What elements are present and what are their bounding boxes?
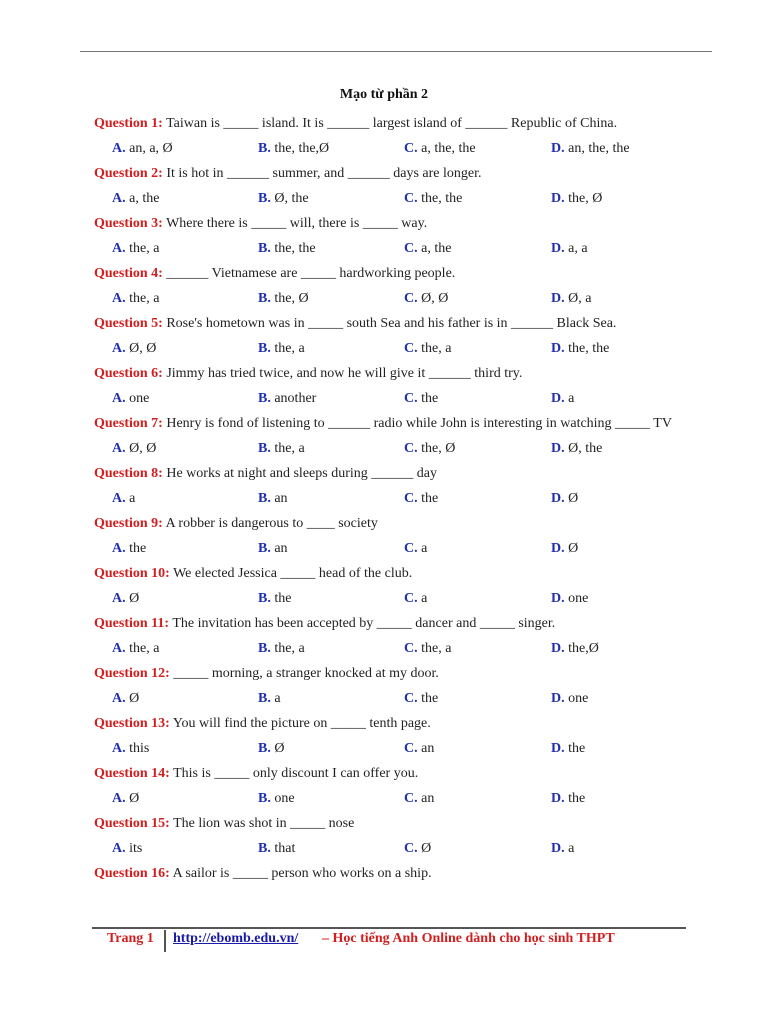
option-letter: A. xyxy=(112,191,126,206)
question-2 xyxy=(94,161,694,211)
option-letter: D. xyxy=(551,791,565,806)
question-line xyxy=(94,161,694,186)
option-letter: D. xyxy=(551,641,565,656)
answer-options xyxy=(94,186,694,211)
option-text: the, Ø xyxy=(274,291,309,306)
option-letter: D. xyxy=(551,741,565,756)
question-5 xyxy=(94,311,694,361)
question-label: Question 5: xyxy=(94,316,163,331)
option-text: the, the,Ø xyxy=(274,141,330,156)
question-label: Question 7: xyxy=(94,416,163,431)
option-text: an xyxy=(274,491,288,506)
option-b[interactable] xyxy=(258,736,284,761)
question-line xyxy=(94,711,694,736)
option-letter: B. xyxy=(258,841,271,856)
option-letter: A. xyxy=(112,241,126,256)
option-c[interactable] xyxy=(404,636,451,661)
option-text: the xyxy=(421,691,439,706)
option-d[interactable] xyxy=(551,536,578,561)
option-b[interactable] xyxy=(258,286,309,311)
question-line xyxy=(94,311,694,336)
question-11 xyxy=(94,611,694,661)
option-d[interactable] xyxy=(551,686,588,711)
option-letter: A. xyxy=(112,741,126,756)
option-letter: D. xyxy=(551,441,565,456)
question-4 xyxy=(94,261,694,311)
question-line xyxy=(94,611,694,636)
question-14 xyxy=(94,761,694,811)
question-line xyxy=(94,561,694,586)
option-letter: B. xyxy=(258,191,271,206)
option-letter: C. xyxy=(404,791,418,806)
option-d[interactable] xyxy=(551,386,574,411)
option-text: another xyxy=(274,391,317,406)
option-b[interactable] xyxy=(258,786,295,811)
question-line xyxy=(94,261,694,286)
option-text: a, the xyxy=(129,191,160,206)
option-text: the, Ø xyxy=(568,191,603,206)
option-a[interactable] xyxy=(112,286,159,311)
option-text: one xyxy=(129,391,150,406)
option-a[interactable] xyxy=(112,686,139,711)
question-13 xyxy=(94,711,694,761)
option-text: the, the xyxy=(421,191,463,206)
option-d[interactable] xyxy=(551,486,578,511)
question-text: This is _____ only discount I can offer you. xyxy=(173,766,419,781)
footer-separator xyxy=(164,930,166,952)
option-text: the, Ø xyxy=(421,441,456,456)
option-letter: A. xyxy=(112,641,126,656)
option-text: the, a xyxy=(274,641,305,656)
option-c[interactable] xyxy=(404,836,431,861)
answer-options xyxy=(94,286,694,311)
option-letter: B. xyxy=(258,541,271,556)
question-text: You will find the picture on _____ tenth page. xyxy=(172,716,431,731)
answer-options xyxy=(94,536,694,561)
option-a[interactable] xyxy=(112,236,159,261)
option-text: the, a xyxy=(129,641,160,656)
website-link[interactable]: http://ebomb.edu.vn/ xyxy=(173,931,299,946)
question-text: Where there is _____ will, there is _____ way. xyxy=(166,216,428,231)
option-text: the, the xyxy=(568,341,610,356)
option-text: a, the xyxy=(421,241,452,256)
option-b[interactable] xyxy=(258,636,305,661)
option-text: the, a xyxy=(421,341,452,356)
answer-options xyxy=(94,836,694,861)
option-a[interactable] xyxy=(112,486,135,511)
option-letter: C. xyxy=(404,691,418,706)
option-letter: D. xyxy=(551,841,565,856)
question-7 xyxy=(94,411,694,461)
question-text: Jimmy has tried twice, and now he will give it ______ third try. xyxy=(166,366,523,381)
question-line xyxy=(94,361,694,386)
question-text: We elected Jessica _____ head of the club. xyxy=(173,566,413,581)
option-text: a, a xyxy=(568,241,588,256)
option-text: one xyxy=(274,791,295,806)
option-a[interactable] xyxy=(112,836,142,861)
question-8 xyxy=(94,461,694,511)
question-label: Question 10: xyxy=(94,566,170,581)
option-text: the, the xyxy=(274,241,316,256)
option-a[interactable] xyxy=(112,336,156,361)
question-text: Taiwan is _____ island. It is ______ largest island of ______ Republic of China. xyxy=(166,116,618,131)
option-letter: B. xyxy=(258,591,271,606)
question-3 xyxy=(94,211,694,261)
option-d[interactable] xyxy=(551,186,602,211)
option-text: the xyxy=(421,391,439,406)
option-b[interactable] xyxy=(258,686,281,711)
option-letter: D. xyxy=(551,591,565,606)
option-c[interactable] xyxy=(404,786,434,811)
answer-options xyxy=(94,686,694,711)
option-d[interactable] xyxy=(551,786,585,811)
option-a[interactable] xyxy=(112,586,139,611)
option-b[interactable] xyxy=(258,136,329,161)
option-letter: B. xyxy=(258,141,271,156)
option-letter: C. xyxy=(404,241,418,256)
answer-options xyxy=(94,786,694,811)
option-text: a xyxy=(568,391,575,406)
footer-rule xyxy=(92,927,686,929)
option-c[interactable] xyxy=(404,436,455,461)
option-text: the xyxy=(421,491,439,506)
option-text: one xyxy=(568,591,589,606)
option-letter: C. xyxy=(404,591,418,606)
question-label: Question 2: xyxy=(94,166,163,181)
question-label: Question 4: xyxy=(94,266,163,281)
option-b[interactable] xyxy=(258,836,295,861)
option-text: Ø xyxy=(129,691,140,706)
question-label: Question 6: xyxy=(94,366,163,381)
question-12 xyxy=(94,661,694,711)
option-text: Ø, the xyxy=(274,191,309,206)
option-c[interactable] xyxy=(404,186,462,211)
question-label: Question 12: xyxy=(94,666,170,681)
question-6 xyxy=(94,361,694,411)
option-text: Ø, Ø xyxy=(421,291,449,306)
option-letter: A. xyxy=(112,491,126,506)
option-letter: C. xyxy=(404,441,418,456)
option-text: Ø xyxy=(421,841,432,856)
answer-options xyxy=(94,336,694,361)
question-label: Question 13: xyxy=(94,716,170,731)
question-text: _____ morning, a stranger knocked at my door. xyxy=(173,666,439,681)
option-letter: D. xyxy=(551,291,565,306)
option-letter: D. xyxy=(551,491,565,506)
option-letter: A. xyxy=(112,791,126,806)
answer-options xyxy=(94,586,694,611)
option-text: a xyxy=(568,841,575,856)
option-text: Ø, Ø xyxy=(129,341,157,356)
question-line xyxy=(94,111,694,136)
option-text: an xyxy=(421,741,435,756)
option-a[interactable] xyxy=(112,136,173,161)
option-b[interactable] xyxy=(258,486,288,511)
question-label: Question 15: xyxy=(94,816,170,831)
question-line xyxy=(94,811,694,836)
option-letter: C. xyxy=(404,341,418,356)
option-text: a xyxy=(274,691,281,706)
option-c[interactable] xyxy=(404,736,434,761)
option-c[interactable] xyxy=(404,386,438,411)
option-b[interactable] xyxy=(258,236,316,261)
option-text: the xyxy=(568,741,586,756)
page-number: Trang 1 xyxy=(107,931,154,946)
option-letter: B. xyxy=(258,391,271,406)
option-d[interactable] xyxy=(551,236,588,261)
option-text: that xyxy=(274,841,296,856)
option-letter: A. xyxy=(112,341,126,356)
question-line xyxy=(94,211,694,236)
answer-options xyxy=(94,236,694,261)
option-letter: A. xyxy=(112,841,126,856)
question-text: Rose's hometown was in _____ south Sea and his father is in ______ Black Sea. xyxy=(166,316,617,331)
option-letter: D. xyxy=(551,141,565,156)
question-label: Question 9: xyxy=(94,516,163,531)
question-16 xyxy=(94,861,694,886)
option-letter: B. xyxy=(258,291,271,306)
option-letter: A. xyxy=(112,541,126,556)
option-letter: C. xyxy=(404,391,418,406)
option-c[interactable] xyxy=(404,586,427,611)
option-text: Ø xyxy=(568,491,579,506)
option-d[interactable] xyxy=(551,436,602,461)
question-10 xyxy=(94,561,694,611)
question-text: He works at night and sleeps during ______ day xyxy=(166,466,437,481)
question-text: The lion was shot in _____ nose xyxy=(173,816,355,831)
question-text: Henry is fond of listening to ______ radio while John is interesting in watching _____ TV xyxy=(166,416,672,431)
option-text: the, a xyxy=(129,291,160,306)
question-text: ______ Vietnamese are _____ hardworking people. xyxy=(166,266,456,281)
question-text: A sailor is _____ person who works on a ship. xyxy=(172,866,432,881)
option-letter: C. xyxy=(404,641,418,656)
question-15 xyxy=(94,811,694,861)
question-1 xyxy=(94,111,694,161)
answer-options xyxy=(94,136,694,161)
option-c[interactable] xyxy=(404,536,427,561)
option-d[interactable] xyxy=(551,286,591,311)
option-letter: C. xyxy=(404,741,418,756)
option-b[interactable] xyxy=(258,586,291,611)
question-label: Question 14: xyxy=(94,766,170,781)
question-label: Question 1: xyxy=(94,116,163,131)
answer-options xyxy=(94,486,694,511)
option-letter: B. xyxy=(258,691,271,706)
option-letter: B. xyxy=(258,641,271,656)
option-letter: B. xyxy=(258,791,271,806)
option-a[interactable] xyxy=(112,186,159,211)
header-rule xyxy=(80,51,712,52)
option-d[interactable] xyxy=(551,586,588,611)
question-label: Question 11: xyxy=(94,616,170,631)
option-d[interactable] xyxy=(551,736,585,761)
option-a[interactable] xyxy=(112,536,146,561)
question-line xyxy=(94,661,694,686)
option-text: Ø xyxy=(129,791,140,806)
option-text: the, a xyxy=(274,341,305,356)
option-d[interactable] xyxy=(551,836,574,861)
option-a[interactable] xyxy=(112,636,159,661)
option-d[interactable] xyxy=(551,636,599,661)
option-text: a xyxy=(421,541,428,556)
option-d[interactable] xyxy=(551,336,609,361)
option-text: one xyxy=(568,691,589,706)
option-text: an, the, the xyxy=(568,141,630,156)
page-title: Mạo từ phần 2 xyxy=(339,87,429,102)
question-9 xyxy=(94,511,694,561)
answer-options xyxy=(94,736,694,761)
option-letter: D. xyxy=(551,241,565,256)
option-c[interactable] xyxy=(404,286,448,311)
option-letter: C. xyxy=(404,541,418,556)
option-c[interactable] xyxy=(404,236,451,261)
option-text: this xyxy=(129,741,150,756)
option-a[interactable] xyxy=(112,436,156,461)
option-text: the, a xyxy=(129,241,160,256)
option-letter: A. xyxy=(112,391,126,406)
option-letter: D. xyxy=(551,691,565,706)
option-a[interactable] xyxy=(112,386,149,411)
option-letter: D. xyxy=(551,341,565,356)
option-d[interactable] xyxy=(551,136,630,161)
option-letter: C. xyxy=(404,291,418,306)
option-letter: C. xyxy=(404,491,418,506)
option-letter: D. xyxy=(551,391,565,406)
question-label: Question 8: xyxy=(94,466,163,481)
option-text: the xyxy=(274,591,292,606)
option-letter: A. xyxy=(112,141,126,156)
option-text: a, the, the xyxy=(421,141,476,156)
option-letter: B. xyxy=(258,491,271,506)
option-text: Ø, Ø xyxy=(129,441,157,456)
option-text: Ø, a xyxy=(568,291,592,306)
option-letter: A. xyxy=(112,691,126,706)
option-letter: C. xyxy=(404,841,418,856)
option-c[interactable] xyxy=(404,136,476,161)
footer-tagline: – Học tiếng Anh Online dành cho học sinh THPT xyxy=(322,931,615,946)
option-text: the, a xyxy=(421,641,452,656)
option-b[interactable] xyxy=(258,436,305,461)
option-a[interactable] xyxy=(112,786,139,811)
option-text: the xyxy=(129,541,147,556)
option-c[interactable] xyxy=(404,336,451,361)
question-text: A robber is dangerous to ____ society xyxy=(165,516,378,531)
question-label: Question 3: xyxy=(94,216,163,231)
option-letter: C. xyxy=(404,141,418,156)
option-b[interactable] xyxy=(258,386,316,411)
option-a[interactable] xyxy=(112,736,149,761)
question-label: Question 16: xyxy=(94,866,170,881)
option-letter: B. xyxy=(258,741,271,756)
option-letter: A. xyxy=(112,291,126,306)
question-line xyxy=(94,511,694,536)
option-text: Ø xyxy=(129,591,140,606)
answer-options xyxy=(94,636,694,661)
question-line xyxy=(94,461,694,486)
option-letter: D. xyxy=(551,541,565,556)
option-text: an, a, Ø xyxy=(129,141,173,156)
option-text: Ø, the xyxy=(568,441,603,456)
option-letter: A. xyxy=(112,441,126,456)
option-letter: D. xyxy=(551,191,565,206)
option-letter: C. xyxy=(404,191,418,206)
option-b[interactable] xyxy=(258,336,305,361)
question-list xyxy=(94,111,694,886)
option-text: an xyxy=(274,541,288,556)
option-text: a xyxy=(129,491,136,506)
option-text: Ø xyxy=(274,741,285,756)
option-text: Ø xyxy=(568,541,579,556)
option-b[interactable] xyxy=(258,186,309,211)
option-text: its xyxy=(129,841,143,856)
option-c[interactable] xyxy=(404,686,438,711)
question-text: The invitation has been accepted by _____ dancer and _____ singer. xyxy=(172,616,556,631)
option-text: the, a xyxy=(274,441,305,456)
option-letter: A. xyxy=(112,591,126,606)
question-line xyxy=(94,861,694,886)
question-text: It is hot in ______ summer, and ______ days are longer. xyxy=(166,166,482,181)
answer-options xyxy=(94,436,694,461)
option-c[interactable] xyxy=(404,486,438,511)
option-text: an xyxy=(421,791,435,806)
option-text: a xyxy=(421,591,428,606)
option-letter: B. xyxy=(258,441,271,456)
option-text: the xyxy=(568,791,586,806)
option-letter: B. xyxy=(258,241,271,256)
answer-options xyxy=(94,386,694,411)
option-text: the,Ø xyxy=(568,641,599,656)
option-letter: B. xyxy=(258,341,271,356)
question-line xyxy=(94,761,694,786)
option-b[interactable] xyxy=(258,536,288,561)
question-line xyxy=(94,411,694,436)
